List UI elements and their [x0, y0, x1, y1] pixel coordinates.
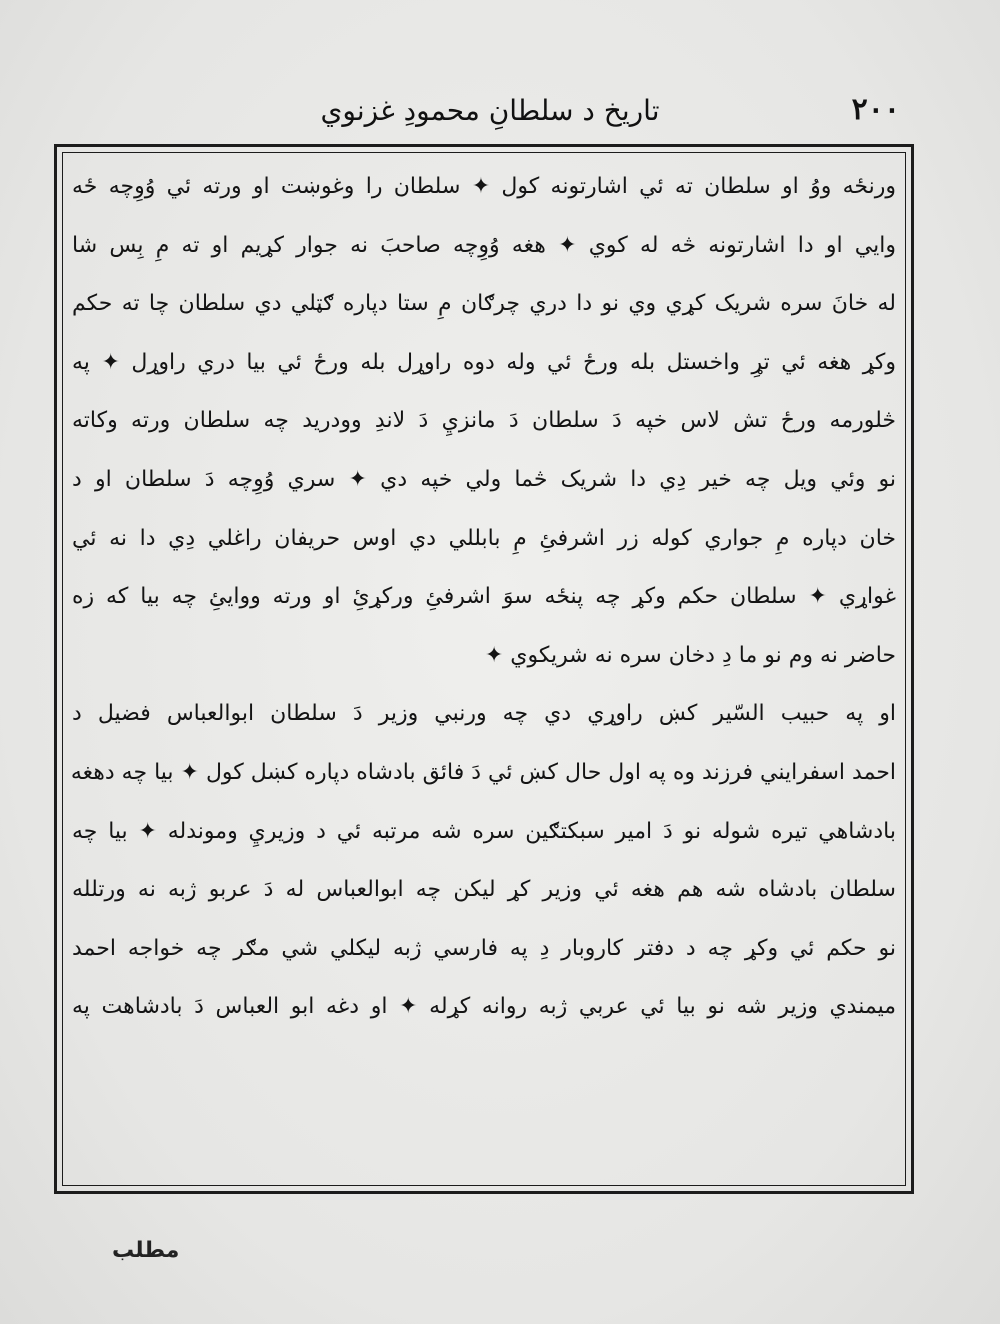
body-text [66, 158, 902, 1037]
text-line: غواړي ✦ سلطان حکم وکړ چه پنځه سوَ اشرفئِ ورکړئِ او ورته ووايئِ چه بيا که زه [72, 584, 896, 610]
text-line: نو حکم ئي وکړ چه د دفتر کاروبار دِ په فارسي ژبه ليکلي شي مګر چه خواجه احمد [72, 935, 896, 961]
text-line: ميمندي وزير شه نو بيا ئي عربي ژبه روانه کړله ✦ او دغه ابو العباس دَ بادشاهت په [72, 994, 896, 1020]
page-number: ۲۰۰ [851, 92, 900, 127]
running-title: تاريخ د سلطانِ محمودِ غزنوي [320, 94, 660, 127]
text-line: څلورمه ورځ تش لاس خپه دَ سلطان دَ مانزيِ دَ لاندِ وودريد چه سلطان ورته وکاته [72, 408, 896, 434]
text-line: احمد اسفرايني فرزند وه په اول حال کښ ئي دَ فائق بادشاه دپاره کښل کول ✦ بيا چه دهغه [70, 759, 896, 785]
text-line: خان دپاره مِ جواري کوله زر اشرفئِ مِ بابللي دي اوس حريفان راغلي دِي دا نه ئي [72, 525, 896, 551]
text-line: بادشاهي تيره شوله نو دَ امير سبکتګين سره شه مرتبه ئي د وزيريِ وموندله ✦ بيا چه [72, 818, 896, 844]
text-line: وکړ هغه ئي تړِ واخستل بله ورځ ئي وله دوه راوړل بله ورځ ئي بيا دري راوړل ✦ په [72, 349, 896, 375]
text-line: حاضر نه وم نو ما دِ دخان سره نه شريکوي ✦ [484, 642, 896, 668]
text-line: نو وئي ويل چه خير دِي دا شريک څما ولي خپه دي ✦ سري وُوِچه دَ سلطان او د [72, 466, 896, 492]
catchword: مطلب [112, 1238, 180, 1263]
text-line: سلطان بادشاه شه هم هغه ئي وزير کړ ليکن چه ابوالعباس له دَ عربو ژبه نه ورتلله [72, 877, 896, 903]
text-line: او په حبيب السّير کښ راوړي دي چه ورنبي وزير دَ سلطان ابوالعباس فضيل د [72, 701, 896, 727]
text-line: له خانَ سره شريک کړي وي نو دا دري چرګان مِ ستا دپاره ګټلي دي سلطان چا ته حکم [72, 291, 896, 317]
text-line: ورنځه ووُ او سلطان ته ئي اشارتونه کول ✦ سلطان را وغوښت او ورته ئي وُوِچه ځه [72, 174, 896, 199]
page-header [60, 92, 920, 142]
text-line: وايي او دا اشارتونه څه له کوي ✦ هغه وُوِچه صاحبَ نه جوار کړيم او ته مِ بِس شا [72, 232, 896, 258]
